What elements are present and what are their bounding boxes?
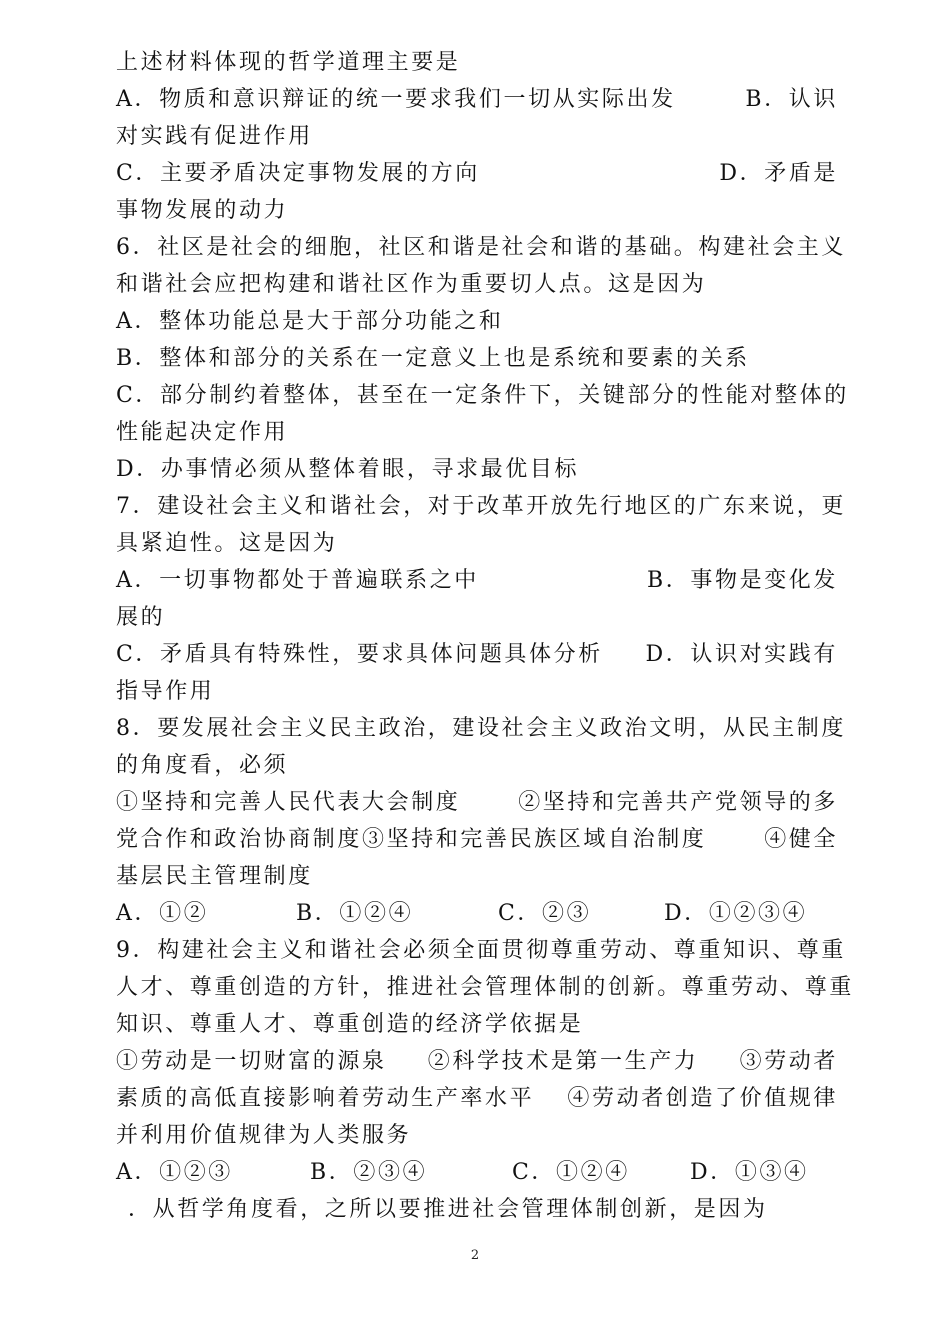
- option-b: B．整体和部分的关系在一定意义上也是系统和要素的关系: [116, 346, 750, 371]
- option-c: C．主要矛盾决定事物发展的方向: [116, 161, 480, 186]
- text-line: 并利用价值规律为人类服务: [116, 1123, 412, 1148]
- question-6: 6．社区是社会的细胞，社区和谐是社会和谐的基础。构建社会主义: [116, 235, 846, 260]
- text-line: 知识、尊重人才、尊重创造的经济学依据是: [116, 1012, 584, 1037]
- text-line: 对实践有促进作用: [116, 124, 313, 149]
- text-line: 展的: [116, 605, 166, 630]
- text-line: 和谐社会应把构建和谐社区作为重要切人点。这是因为: [116, 272, 707, 297]
- option-line: [116, 566, 838, 596]
- text-line: 事物发展的动力: [116, 198, 289, 223]
- answer-options: [116, 1158, 838, 1188]
- statement-3: ③劳动者: [739, 1049, 838, 1074]
- option-line: [116, 159, 838, 189]
- option-c: C．矛盾具有特殊性，要求具体问题具体分析: [116, 642, 603, 667]
- statement-line: [116, 788, 838, 818]
- option-d: D．矛盾是: [719, 161, 838, 186]
- question-8: 8．要发展社会主义民主政治，建设社会主义政治文明，从民主制度: [116, 716, 846, 741]
- option-d: D．认识对实践有: [645, 642, 838, 667]
- option-b: B．事物是变化发: [647, 568, 838, 593]
- statement-2: ②科学技术是第一生产力: [427, 1049, 699, 1074]
- question-9: 9．构建社会主义和谐社会必须全面贯彻尊重劳动、尊重知识、尊重: [116, 938, 846, 963]
- option-a: A．物质和意识辩证的统一要求我们一切从实际出发: [116, 87, 676, 112]
- option-b: B．①②④: [296, 901, 414, 926]
- text-line: 指导作用: [116, 679, 215, 704]
- option-d: D．办事情必须从整体着眼，寻求最优目标: [116, 457, 580, 482]
- statement-1: ①坚持和完善人民代表大会制度: [116, 790, 461, 815]
- text-fragment: 素质的高低直接影响着劳动生产率水平: [116, 1086, 535, 1111]
- option-c: C．②③: [498, 901, 592, 926]
- option-line: [116, 85, 838, 115]
- statement-4: ④健全: [764, 827, 838, 852]
- text-line: 性能起决定作用: [116, 420, 289, 445]
- text-line: 具紧迫性。这是因为: [116, 531, 338, 556]
- option-line: [116, 640, 838, 670]
- answer-options: [116, 899, 838, 929]
- option-c: C．部分制约着整体，甚至在一定条件下，关键部分的性能对整体的: [116, 383, 849, 408]
- statement-line: [116, 825, 838, 855]
- option-a: A．①②: [116, 901, 209, 926]
- statement-3: 党合作和政治协商制度③坚持和完善民族区域自治制度: [116, 827, 707, 852]
- option-d: D．①③④: [690, 1160, 809, 1185]
- option-d: D．①②③④: [664, 901, 808, 926]
- option-c: C．①②④: [512, 1160, 630, 1185]
- text-line: 基层民主管理制度: [116, 864, 313, 889]
- statement-2: ②坚持和完善共产党领导的多: [518, 790, 838, 815]
- option-a: A．一切事物都处于普遍联系之中: [116, 568, 479, 593]
- option-b: B．认识: [745, 87, 838, 112]
- text-line: 人才、尊重创造的方针，推进社会管理体制的创新。尊重劳动、尊重: [116, 975, 855, 1000]
- option-b: B．②③④: [310, 1160, 428, 1185]
- question-10: ．从哲学角度看，之所以要推进社会管理体制创新，是因为: [128, 1197, 768, 1222]
- statement-line: [116, 1047, 838, 1077]
- option-a: A．整体功能总是大于部分功能之和: [116, 309, 504, 334]
- text-line: 上述材料体现的哲学道理主要是: [116, 50, 461, 75]
- question-7: 7．建设社会主义和谐社会，对于改革开放先行地区的广东来说，更: [116, 494, 846, 519]
- statement-line: [116, 1084, 838, 1114]
- option-a: A．①②③: [116, 1160, 233, 1185]
- text-line: 的角度看，必须: [116, 753, 289, 778]
- statement-1: ①劳动是一切财富的源泉: [116, 1049, 387, 1074]
- page-number: 2: [470, 1248, 480, 1263]
- statement-4: ④劳动者创造了价值规律: [567, 1086, 838, 1111]
